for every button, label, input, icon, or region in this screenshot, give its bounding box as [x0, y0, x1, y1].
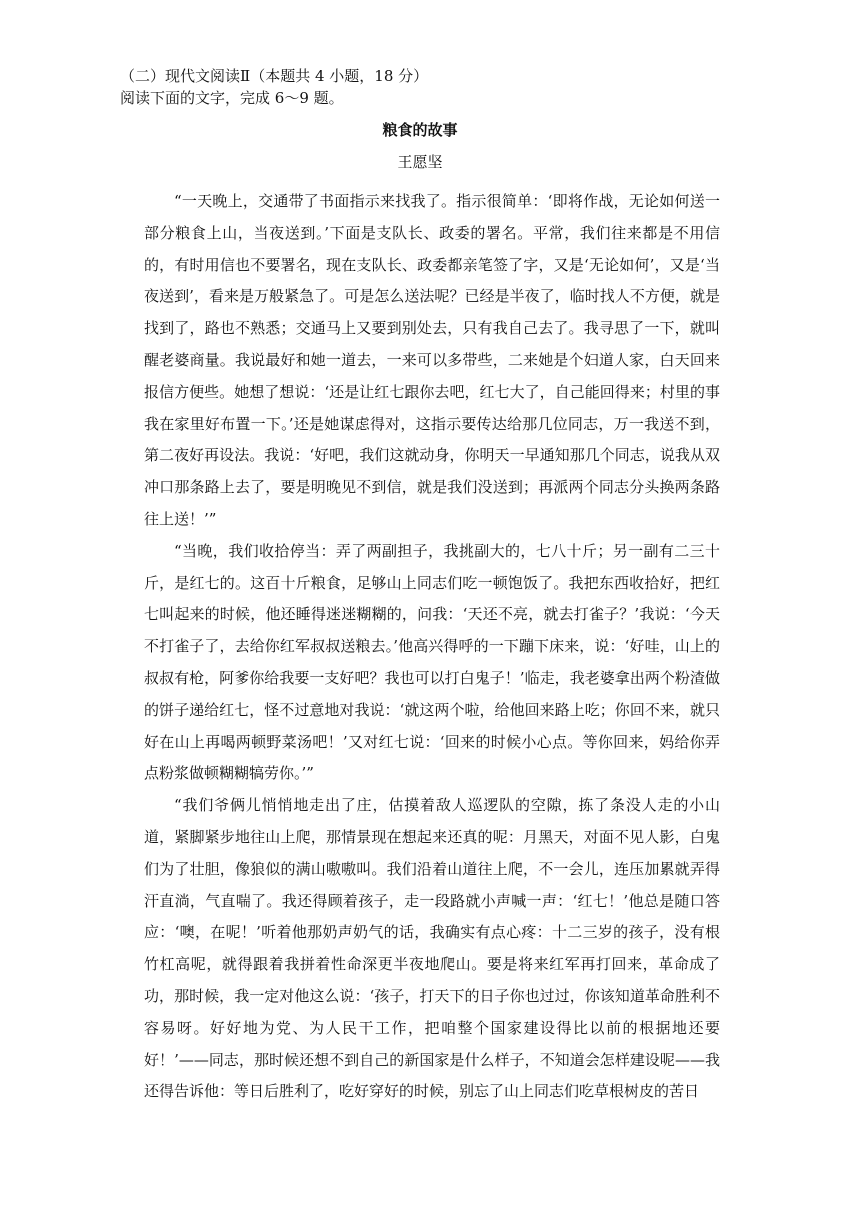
article-paragraph-3: “我们爷俩儿悄悄地走出了庄，估摸着敌人巡逻队的空隙，拣了条没人走的小山道，紧脚紧步地往山上爬，那情景现在想起来还真的呢：月黑天，对面不见人影，白鬼们为了壮胆，像狼似的满山嗷嗷叫。我们沿着山道往上爬，不一会儿，连压加累就弄得汗直淌，气直喘了。我还得顾着孩子，走一段路就小声喊一声：‘红七！’他总是随口答应：‘噢，在呢！’听着他那奶声奶气的话，我确实有点心疼：十二三岁的孩子，没有根竹杠高呢，就得跟着我拼着性命深更半夜地爬山。要是将来红军再打回来，革命成了功，那时候，我一定对他这么说：‘孩子，打天下的日子你也过过，你该知道革命胜利不容易呀。好好地为党、为人民干工作，把咱整个国家建设得比以前的根据地还要好！’——同志，那时候还想不到自己的新国家是什么样子，不知道会怎样建设呢——我还得告诉他：等日后胜利了，吃好穿好的时候，别忘了山上同志们吃草根树皮的苦日: [144, 796, 720, 1101]
reading-instruction: 阅读下面的文字，完成 6～9 题。: [120, 89, 344, 107]
article-paragraph-2: “当晚，我们收拾停当：弄了两副担子，我挑副大的，七八十斤；另一副有二三十斤，是红七的。这百十斤粮食，足够山上同志们吃一顿饱饭了。我把东西收拾好，把红七叫起来的时候，他还睡得迷迷糊糊的，问我：‘天还不亮，就去打雀子？’我说：‘今天不打雀子了，去给你红军叔叔送粮去。’他高兴得呼的一下蹦下床来，说：‘好哇，山上的叔叔有枪，阿爹你给我要一支好吧？我也可以打白鬼子！’临走，我老婆拿出两个粉渣做的饼子递给红七，怪不过意地对我说：‘就这两个啦，给他回来路上吃；你回不来，就只好在山上再喝两顿野菜汤吧！’又对红七说：‘回来的时候小心点。等你回来，妈给你弄点粉浆做顿糊糊犒劳你。’”: [144, 541, 720, 783]
article-body: [144, 186, 720, 1108]
article-author: 王愿坚: [397, 153, 443, 171]
article-title: 粮食的故事: [382, 121, 458, 139]
article-paragraph-1: “一天晚上，交通带了书面指示来找我了。指示很简单：‘即将作战，无论如何送一部分粮食上山，当夜送到。’下面是支队长、政委的署名。平常，我们往来都是不用信的，有时用信也不要署名，现在支队长、政委都亲笔签了字，又是‘无论如何’，又是‘当夜送到’，看来是万般紧急了。可是怎么送法呢？已经是半夜了，临时找人不方便，就是找到了，路也不熟悉；交通马上又要到别处去，只有我自己去了。我寻思了一下，就叫醒老婆商量。我说最好和她一道去，一来可以多带些，二来她是个妇道人家，白天回来报信方便些。她想了想说：‘还是让红七跟你去吧，红七大了，自己能回得来；村里的事我在家里好布置一下。’还是她谋虑得对，这指示要传达给那几位同志，万一我送不到，第二夜好再设法。我说：‘好吧，我们这就动身，你明天一早通知那几个同志，说我从双冲口那条路上去了，要是明晚见不到信，就是我们没送到；再派两个同志分头换两条路往上送！’”: [144, 192, 720, 528]
section-heading: （二）现代文阅读Ⅱ（本题共 4 小题，18 分）: [120, 67, 429, 85]
